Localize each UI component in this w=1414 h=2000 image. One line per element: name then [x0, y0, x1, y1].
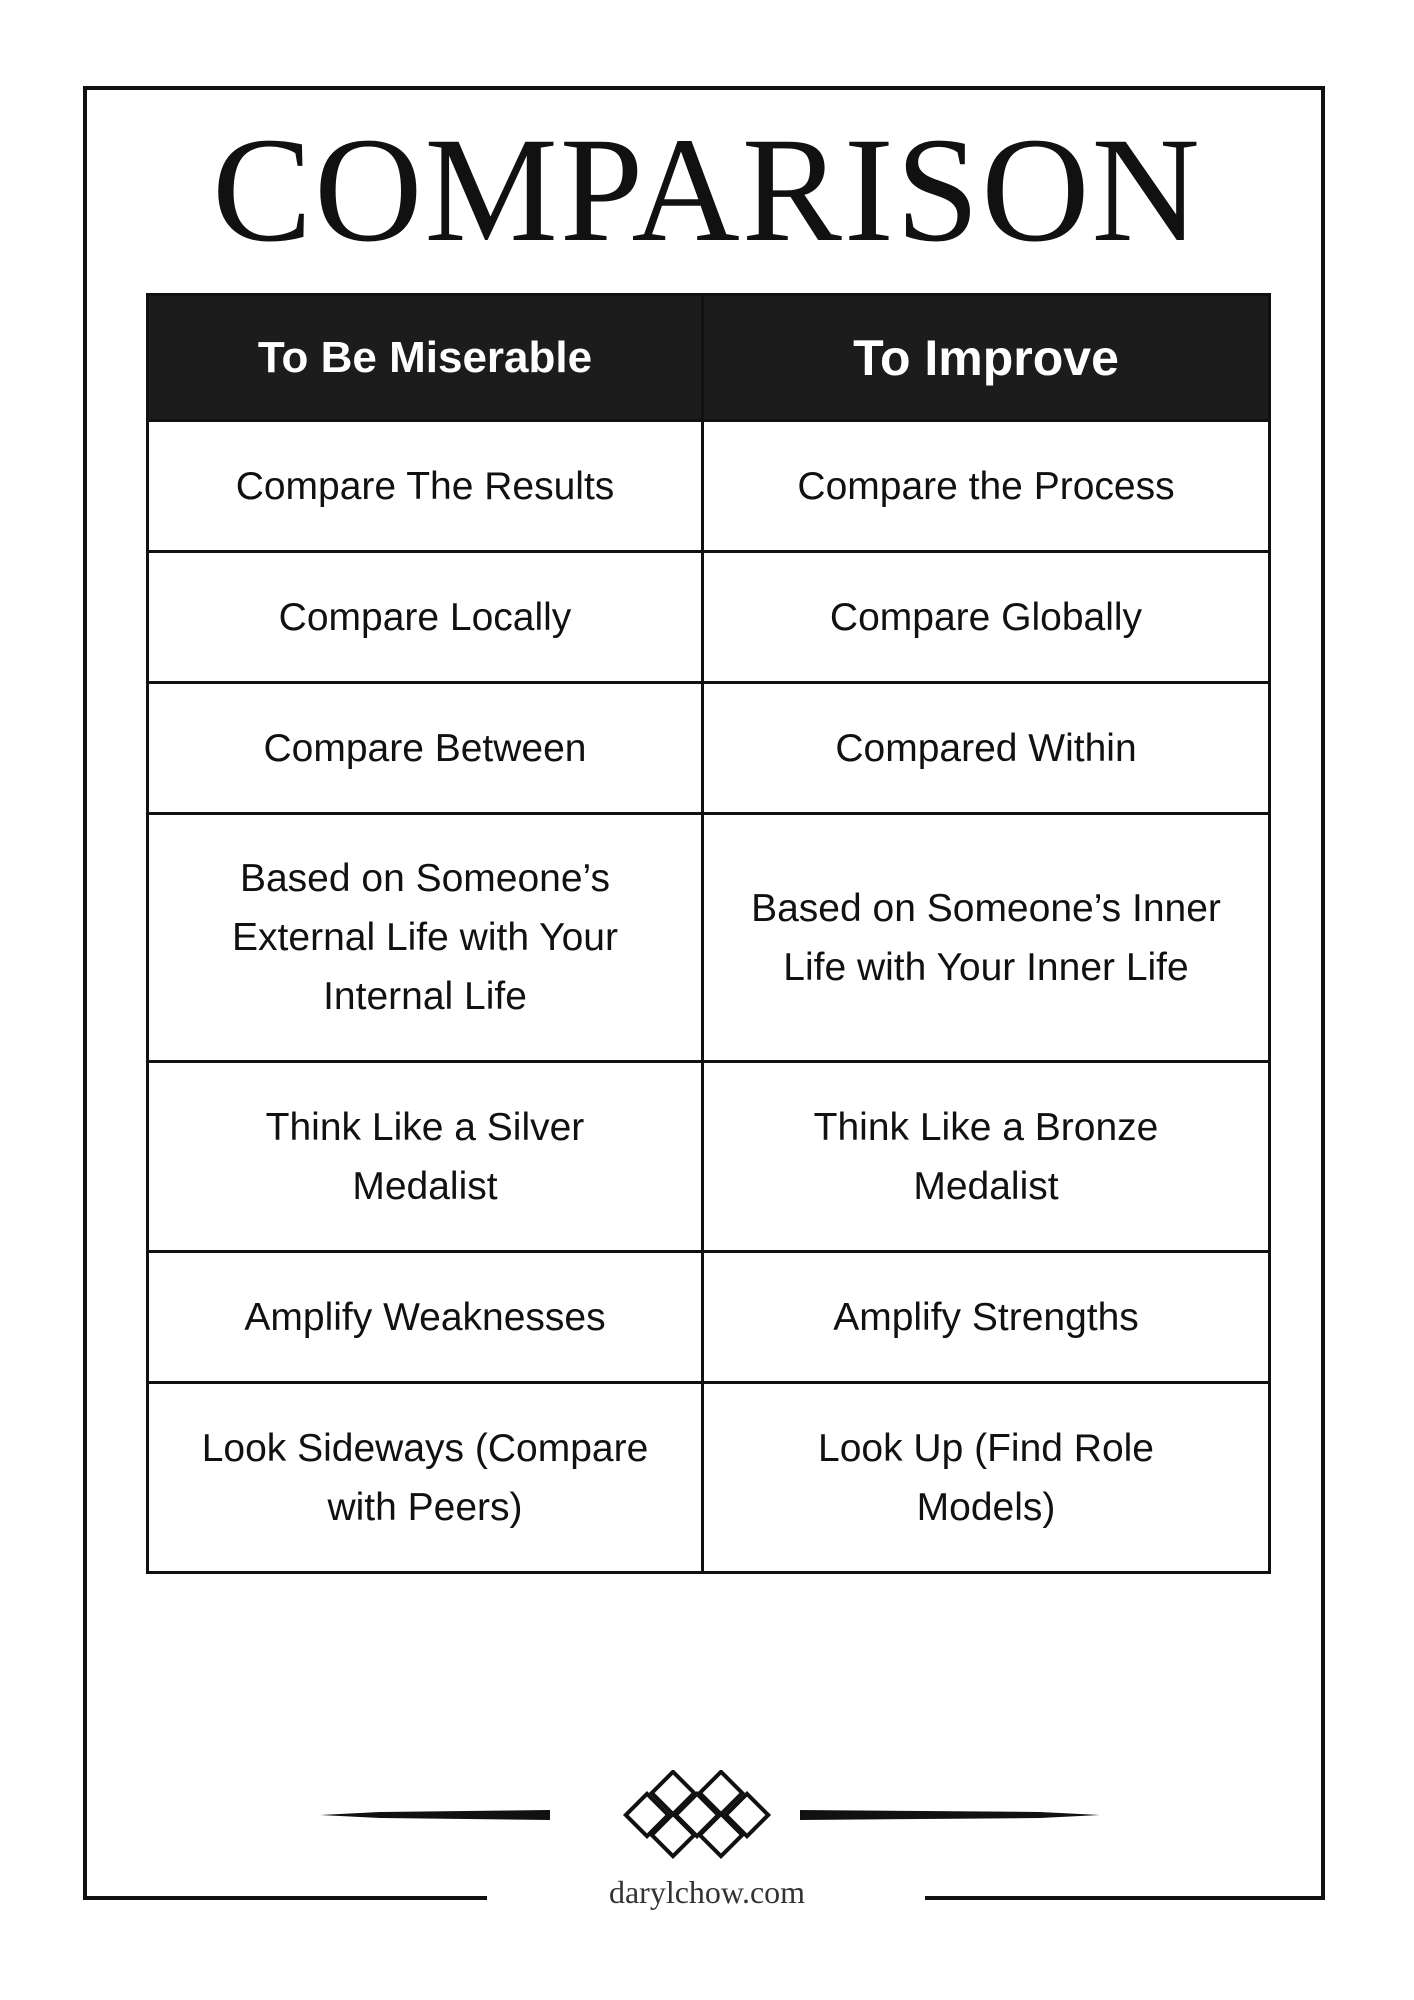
- improve-cell: Look Up (Find Role Models): [703, 1383, 1270, 1573]
- interlocking-diamonds-divider-icon: [320, 1770, 1100, 1860]
- miserable-cell: Based on Someone’s External Life with Your Internal Life: [148, 814, 703, 1062]
- miserable-cell: Think Like a Silver Medalist: [148, 1062, 703, 1252]
- table-header-row: [148, 295, 1270, 421]
- table-row: [148, 683, 1270, 814]
- comparison-table: [146, 293, 1271, 1574]
- improve-cell: Compare the Process: [703, 421, 1270, 552]
- table-row: [148, 814, 1270, 1062]
- improve-cell: Compare Globally: [703, 552, 1270, 683]
- improve-cell: Compared Within: [703, 683, 1270, 814]
- table-row: [148, 1062, 1270, 1252]
- miserable-cell: Compare Locally: [148, 552, 703, 683]
- column-header-miserable: To Be Miserable: [148, 295, 703, 421]
- table-row: [148, 1383, 1270, 1573]
- miserable-cell: Amplify Weaknesses: [148, 1252, 703, 1383]
- website-url: darylchow.com: [608, 1874, 806, 1910]
- table-row: [148, 1252, 1270, 1383]
- page-title: COMPARISON: [212, 107, 1202, 273]
- improve-cell: Amplify Strengths: [703, 1252, 1270, 1383]
- table-row: [148, 552, 1270, 683]
- improve-cell: Based on Someone’s Inner Life with Your Inner Life: [703, 814, 1270, 1062]
- miserable-cell: Compare Between: [148, 683, 703, 814]
- miserable-cell: Compare The Results: [148, 421, 703, 552]
- improve-cell: Think Like a Bronze Medalist: [703, 1062, 1270, 1252]
- miserable-cell: Look Sideways (Compare with Peers): [148, 1383, 703, 1573]
- table-row: [148, 421, 1270, 552]
- column-header-improve: To Improve: [703, 295, 1270, 421]
